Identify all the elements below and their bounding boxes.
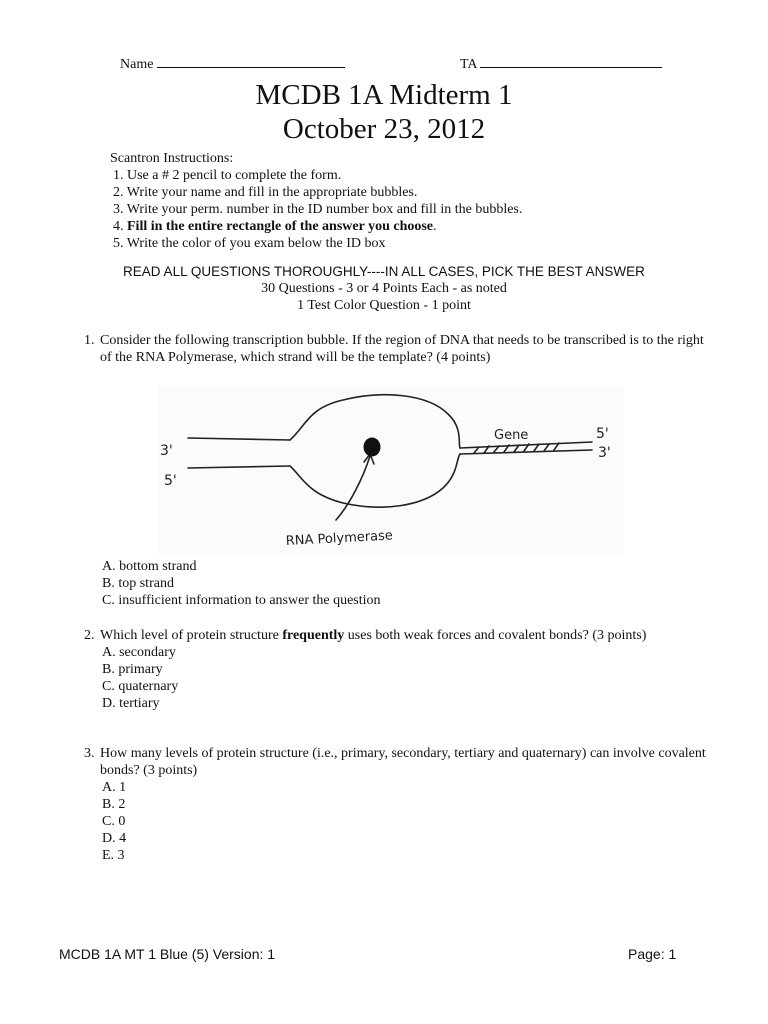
ta-field xyxy=(460,55,662,73)
emphasis-word: frequently xyxy=(282,628,345,643)
rules-line-3: 1 Test Color Question - 1 point xyxy=(297,298,471,313)
answer-choice: B. primary xyxy=(102,662,163,677)
bubble-bottom-curve xyxy=(290,454,460,507)
answer-choice: E. 3 xyxy=(102,848,125,863)
answer-choice: D. 4 xyxy=(102,831,127,846)
question-1 xyxy=(84,332,710,366)
scantron-item: 1. Use a # 2 pencil to complete the form. xyxy=(113,168,342,183)
name-blank-line xyxy=(157,55,345,68)
question-1-choices xyxy=(84,558,381,609)
question-stem xyxy=(84,627,710,644)
scantron-item: 5. Write the color of you exam below the ID box xyxy=(113,236,386,251)
question-2 xyxy=(84,627,710,712)
left-bottom-label: 5' xyxy=(164,473,177,489)
transcription-bubble-drawing xyxy=(158,386,624,554)
left-top-strand xyxy=(188,438,290,440)
question-number: 3. xyxy=(84,746,95,761)
answer-choice: B. 2 xyxy=(102,797,126,812)
exam-rules xyxy=(0,263,768,314)
left-top-label: 3' xyxy=(160,443,173,459)
answer-choice: C. 0 xyxy=(102,814,126,829)
exam-title: MCDB 1A Midterm 1 xyxy=(255,79,513,111)
scantron-item: 2. Write your name and fill in the appropriate bubbles. xyxy=(113,185,418,200)
question-number: 1. xyxy=(84,333,95,348)
question-text: Which level of protein structure frequently uses both weak forces and covalent bonds? (3 points) xyxy=(100,628,647,643)
transcription-bubble-diagram xyxy=(158,386,624,554)
question-text: How many levels of protein structure (i.e., primary, secondary, tertiary and quaternary) can involve covalent bonds? (3 points) xyxy=(100,746,706,778)
footer-version: MCDB 1A MT 1 Blue (5) Version: 1 xyxy=(59,946,276,962)
answer-choice: A. 1 xyxy=(102,780,127,795)
scantron-heading: Scantron Instructions: xyxy=(110,151,234,166)
rna-polymerase-dot xyxy=(364,438,381,457)
question-3 xyxy=(84,745,710,864)
right-top-label: 5' xyxy=(596,426,609,442)
question-stem xyxy=(84,332,710,366)
question-number: 2. xyxy=(84,628,95,643)
right-bottom-label: 3' xyxy=(598,445,611,461)
right-bottom-strand xyxy=(460,450,592,454)
left-bottom-strand xyxy=(188,466,290,468)
ta-blank-line xyxy=(480,55,662,68)
question-stem xyxy=(84,745,710,779)
scantron-item-bold-text: Fill in the entire rectangle of the answer you choose xyxy=(127,219,434,234)
name-label: Name xyxy=(120,57,154,72)
rules-line-2: 30 Questions - 3 or 4 Points Each - as noted xyxy=(261,281,507,296)
answer-choice: C. insufficient information to answer the question xyxy=(102,593,381,608)
question-text: Consider the following transcription bubble. If the region of DNA that needs to be transcribed is to the right of the RNA Polymerase, which strand will be the template? (4 points) xyxy=(100,333,704,365)
rules-line-1: READ ALL QUESTIONS THOROUGHLY----IN ALL CASES, PICK THE BEST ANSWER xyxy=(123,264,645,279)
exam-date: October 23, 2012 xyxy=(282,113,486,145)
scantron-item-bold: 4. Fill in the entire rectangle of the answer you choose. xyxy=(113,219,437,234)
scantron-instructions xyxy=(110,150,522,252)
gene-label: Gene xyxy=(494,428,529,443)
answer-choice: A. bottom strand xyxy=(102,559,197,574)
answer-choice: B. top strand xyxy=(102,576,174,591)
scantron-item: 3. Write your perm. number in the ID number box and fill in the bubbles. xyxy=(113,202,523,217)
ta-label: TA xyxy=(460,57,477,72)
polymerase-label: RNA Polymerase xyxy=(285,528,394,549)
answer-choice: C. quaternary xyxy=(102,679,179,694)
answer-choice: A. secondary xyxy=(102,645,176,660)
footer-page-number: Page: 1 xyxy=(628,946,677,962)
answer-choice: D. tertiary xyxy=(102,696,160,711)
polymerase-arrow-shaft xyxy=(336,456,370,520)
name-field xyxy=(120,55,345,73)
